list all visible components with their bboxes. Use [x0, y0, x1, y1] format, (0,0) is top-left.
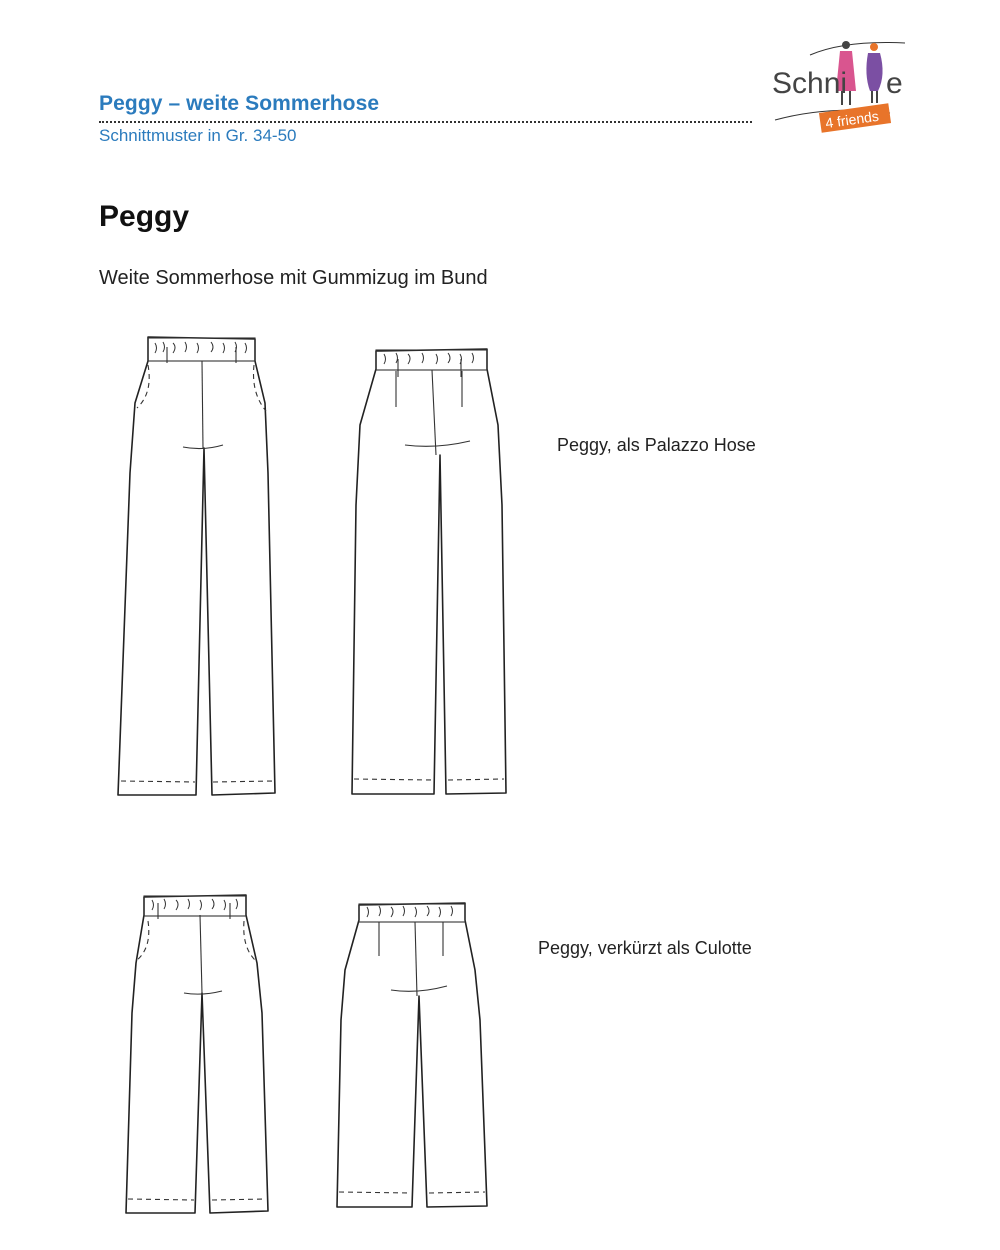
caption-palazzo: Peggy, als Palazzo Hose [557, 435, 756, 455]
logo-wordmark-left: Schni [772, 67, 848, 100]
palazzo-back-drawing [350, 345, 520, 795]
page-heading: Peggy [99, 200, 190, 233]
culotte-front-drawing [122, 893, 282, 1223]
caption-culotte: Peggy, verkürzt als Culotte [538, 938, 752, 958]
brand-logo [770, 35, 910, 135]
intro-text: Weite Sommerhose mit Gummizug im Bund [99, 267, 488, 289]
logo-wordmark-right: e [886, 67, 903, 100]
document-subtitle: Schnittmuster in Gr. 34-50 [99, 126, 297, 145]
palazzo-front-drawing [115, 333, 285, 803]
logo-tagline: 4 friends [824, 107, 880, 132]
document-title: Peggy – weite Sommerhose [99, 92, 380, 115]
header-divider [99, 121, 752, 123]
culotte-back-drawing [335, 900, 495, 1220]
figure-purple-icon [866, 43, 882, 103]
